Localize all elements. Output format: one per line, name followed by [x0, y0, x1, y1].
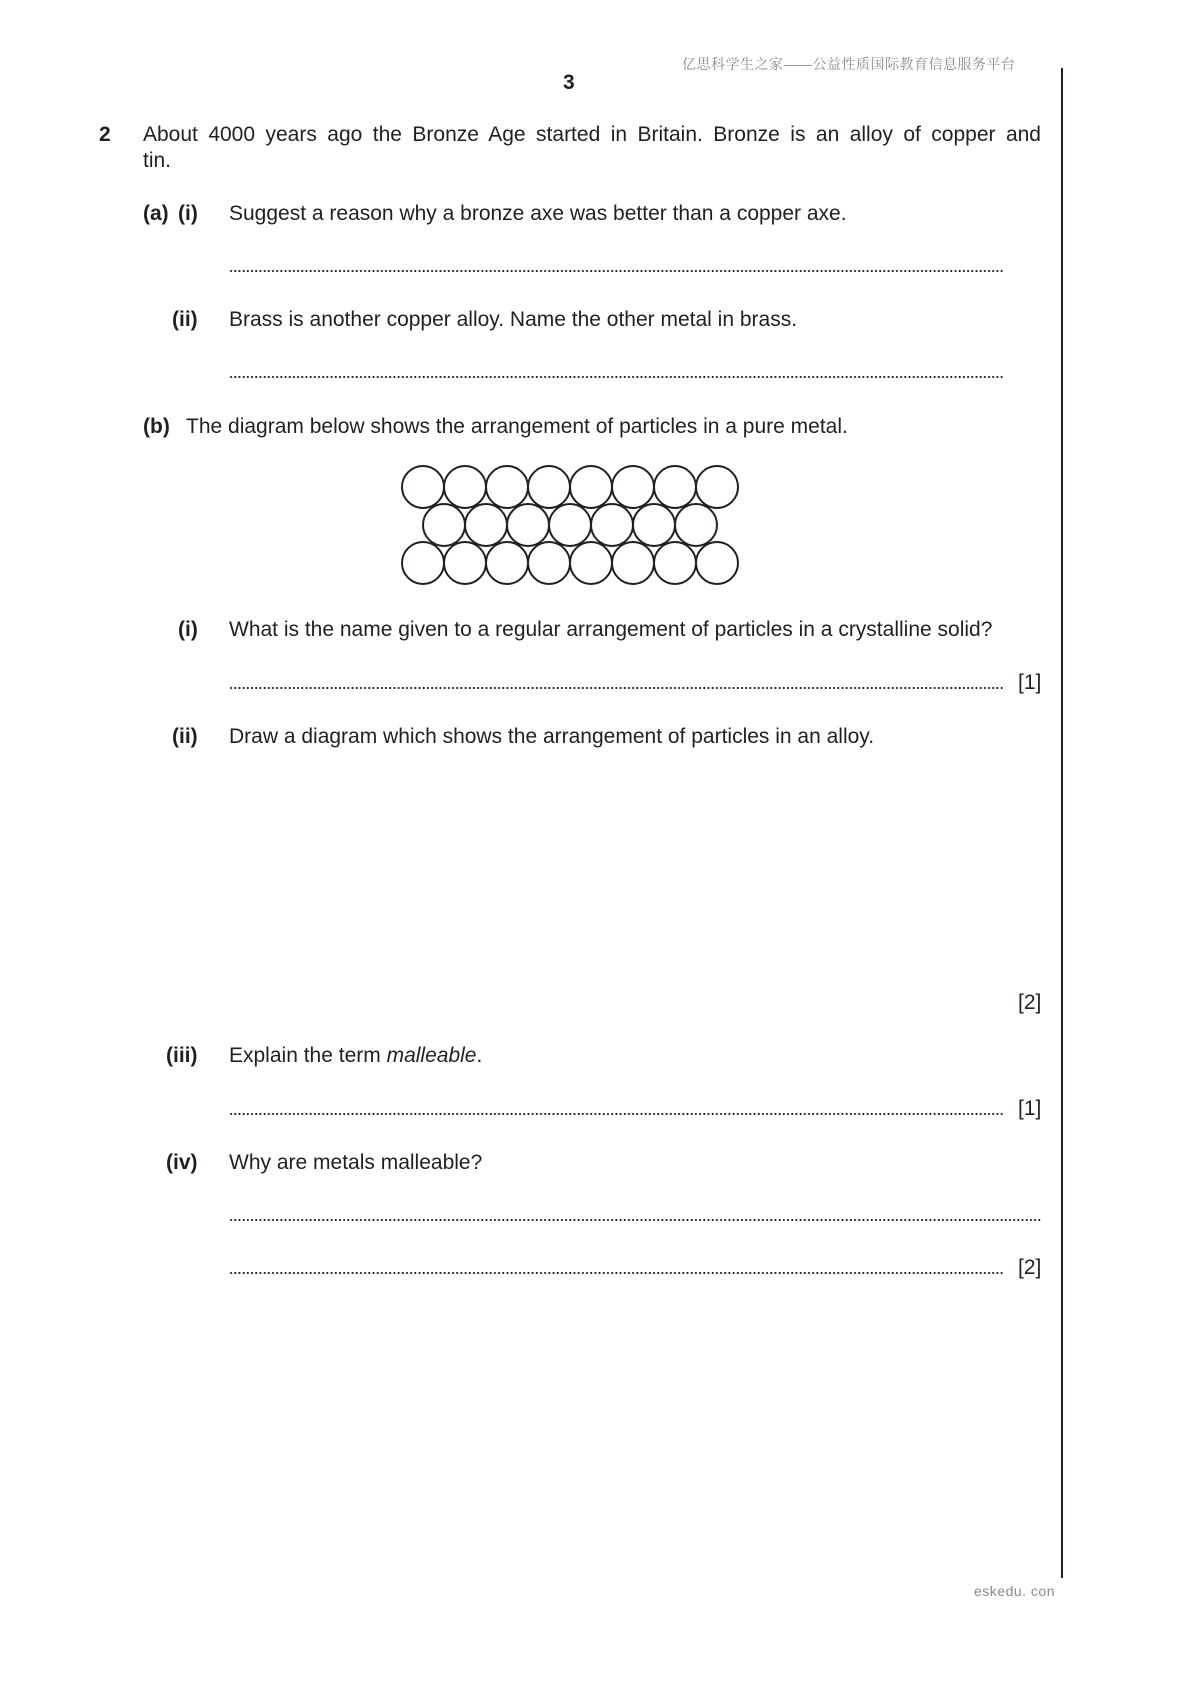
particle — [633, 504, 675, 546]
question-intro-line1: About 4000 years ago the Bronze Age started in Britain. Bronze is an alloy of copper and — [143, 123, 1041, 146]
particle — [570, 466, 612, 508]
particle — [696, 466, 738, 508]
particle — [486, 542, 528, 584]
part-b-iii-text-after: . — [476, 1044, 483, 1067]
particle — [402, 466, 444, 508]
particle — [528, 466, 570, 508]
particle — [444, 542, 486, 584]
particle — [654, 466, 696, 508]
particle — [507, 504, 549, 546]
particle — [612, 466, 654, 508]
particle — [696, 542, 738, 584]
particle — [675, 504, 717, 546]
answer-line-a-ii[interactable] — [229, 374, 1003, 380]
watermark-header: 亿思科学生之家——公益性质国际教育信息服务平台 — [682, 56, 1016, 72]
answer-line-b-iv-1[interactable] — [229, 1217, 1041, 1223]
particle — [612, 542, 654, 584]
part-a-ii-text: Brass is another copper alloy. Name the other metal in brass. — [229, 308, 798, 331]
part-b-i-text: What is the name given to a regular arrangement of particles in a crystalline solid? — [229, 618, 993, 641]
particle — [465, 504, 507, 546]
particle — [591, 504, 633, 546]
marks-b-iii: [1] — [1018, 1097, 1042, 1120]
part-b-text: The diagram below shows the arrangement of particles in a pure metal. — [186, 415, 848, 438]
particle — [654, 542, 696, 584]
answer-line-b-iv-2[interactable] — [229, 1270, 1003, 1276]
part-b-iv-text: Why are metals malleable? — [229, 1151, 483, 1174]
pure-metal-particle-diagram — [400, 464, 742, 586]
marks-b-i: [1] — [1018, 671, 1042, 694]
part-b-iv-label: (iv) — [166, 1151, 198, 1174]
question-number: 2 — [99, 123, 111, 146]
part-b-ii-label: (ii) — [172, 725, 198, 748]
term-malleable: malleable — [386, 1044, 477, 1067]
watermark-footer: eskedu. con — [974, 1583, 1055, 1599]
answer-line-a-i[interactable] — [229, 268, 1003, 274]
part-a-i-text: Suggest a reason why a bronze axe was better than a copper axe. — [229, 202, 847, 225]
particle — [570, 542, 612, 584]
margin-rule — [1061, 68, 1063, 1578]
marks-b-iv: [2] — [1018, 1256, 1042, 1279]
part-b-iii-text-before: Explain the term — [229, 1044, 387, 1067]
part-b-label: (b) — [143, 415, 170, 438]
part-b-i-label: (i) — [178, 618, 198, 641]
part-a-i-label: (i) — [178, 202, 198, 225]
particle — [423, 504, 465, 546]
part-b-ii-text: Draw a diagram which shows the arrangement of particles in an alloy. — [229, 725, 875, 748]
particle — [444, 466, 486, 508]
page-number: 3 — [563, 71, 575, 94]
answer-line-b-i[interactable] — [229, 685, 1003, 691]
particle — [549, 504, 591, 546]
question-intro-line2: tin. — [143, 149, 172, 172]
part-b-iii-label: (iii) — [166, 1044, 198, 1067]
particle — [402, 542, 444, 584]
particle — [486, 466, 528, 508]
part-a-ii-label: (ii) — [172, 308, 198, 331]
drawing-area-b-ii[interactable] — [229, 760, 1019, 980]
particle — [528, 542, 570, 584]
marks-b-ii: [2] — [1018, 991, 1042, 1014]
answer-line-b-iii[interactable] — [229, 1111, 1003, 1117]
part-a-label: (a) — [143, 202, 169, 225]
part-b-iii-text — [229, 1043, 482, 1069]
